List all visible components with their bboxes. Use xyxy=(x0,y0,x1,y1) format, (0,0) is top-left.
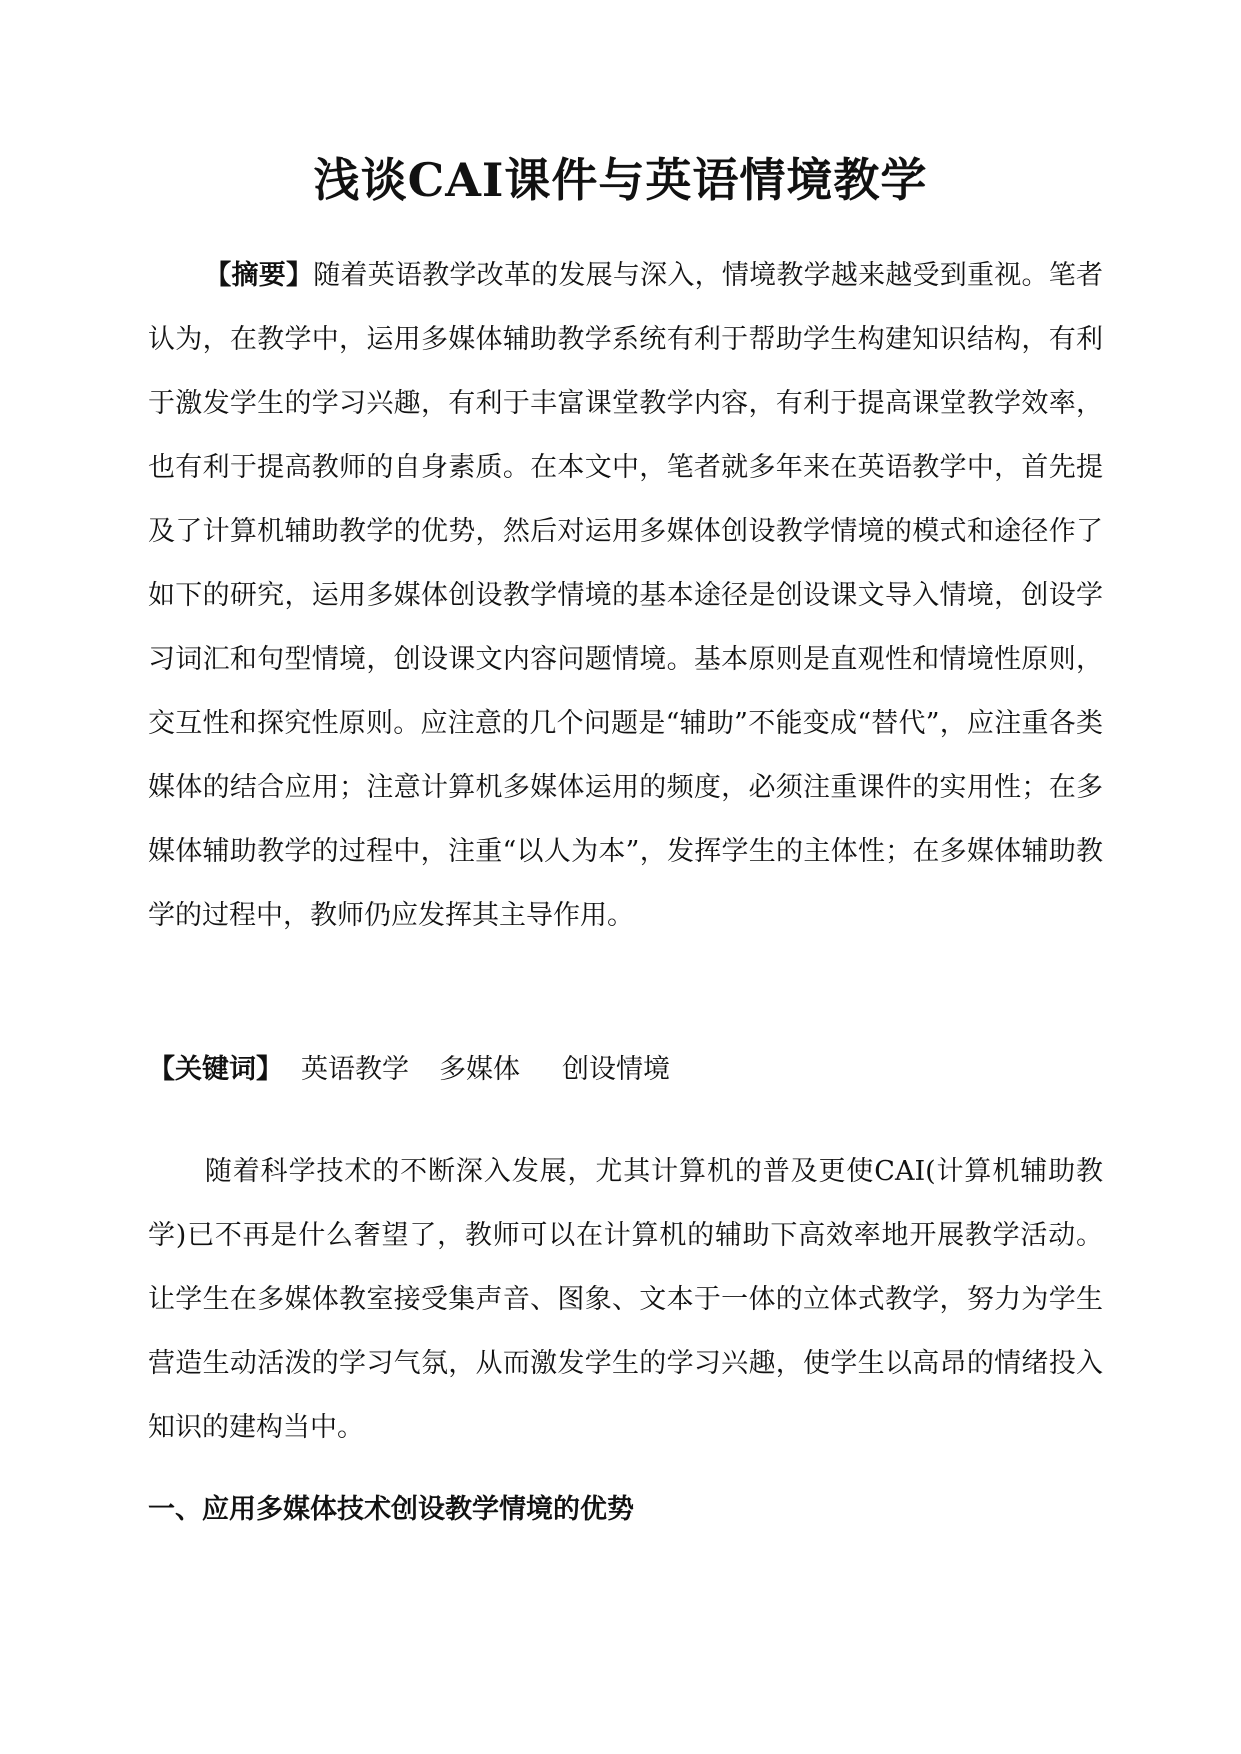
abstract-label: 【摘要】 xyxy=(204,260,314,291)
keywords-line xyxy=(148,1038,670,1102)
section-heading: 一、应用多媒体技术创设教学情境的优势 xyxy=(148,1494,634,1525)
document-title: 浅谈CAI课件与英语情境教学 xyxy=(313,153,928,207)
intro-text: 随着科学技术的不断深入发展，尤其计算机的普及更使CAI(计算机辅助教学)已不再是什么奢望了，教师可以在计算机的辅助下高效率地开展教学活动。让学生在多媒体教室接受集声音、图象、文本于一体的立体式教学，努力为学生营造生动活泼的学习气氛，从而激发学生的学习兴趣，使学生以高昂的情绪投入知识的建构当中。 xyxy=(148,1156,1103,1443)
keyword-item: 创设情境 xyxy=(562,1054,670,1085)
keyword-item: 英语教学 xyxy=(301,1054,409,1085)
intro-paragraph xyxy=(148,1140,1103,1460)
keyword-item: 多媒体 xyxy=(439,1054,520,1085)
keywords-label: 【关键词】 xyxy=(148,1054,283,1085)
abstract-text: 随着英语教学改革的发展与深入，情境教学越来越受到重视。笔者认为，在教学中，运用多媒体辅助教学系统有利于帮助学生构建知识结构，有利于激发学生的学习兴趣，有利于丰富课堂教学内容，有利于提高课堂教学效率，也有利于提高教师的自身素质。在本文中，笔者就多年来在英语教学中，首先提及了计算机辅助教学的优势，然后对运用多媒体创设教学情境的模式和途径作了如下的研究，运用多媒体创设教学情境的基本途径是创设课文导入情境，创设学习词汇和句型情境，创设课文内容问题情境。基本原则是直观性和情境性原则，交互性和探究性原则。应注意的几个问题是“辅助”不能变成“替代”，应注重各类媒体的结合应用；注意计算机多媒体运用的频度，必须注重课件的实用性；在多媒体辅助教学的过程中，注重“以人为本”，发挥学生的主体性；在多媒体辅助教学的过程中，教师仍应发挥其主导作用。 xyxy=(148,260,1104,931)
abstract-paragraph xyxy=(148,244,1103,948)
